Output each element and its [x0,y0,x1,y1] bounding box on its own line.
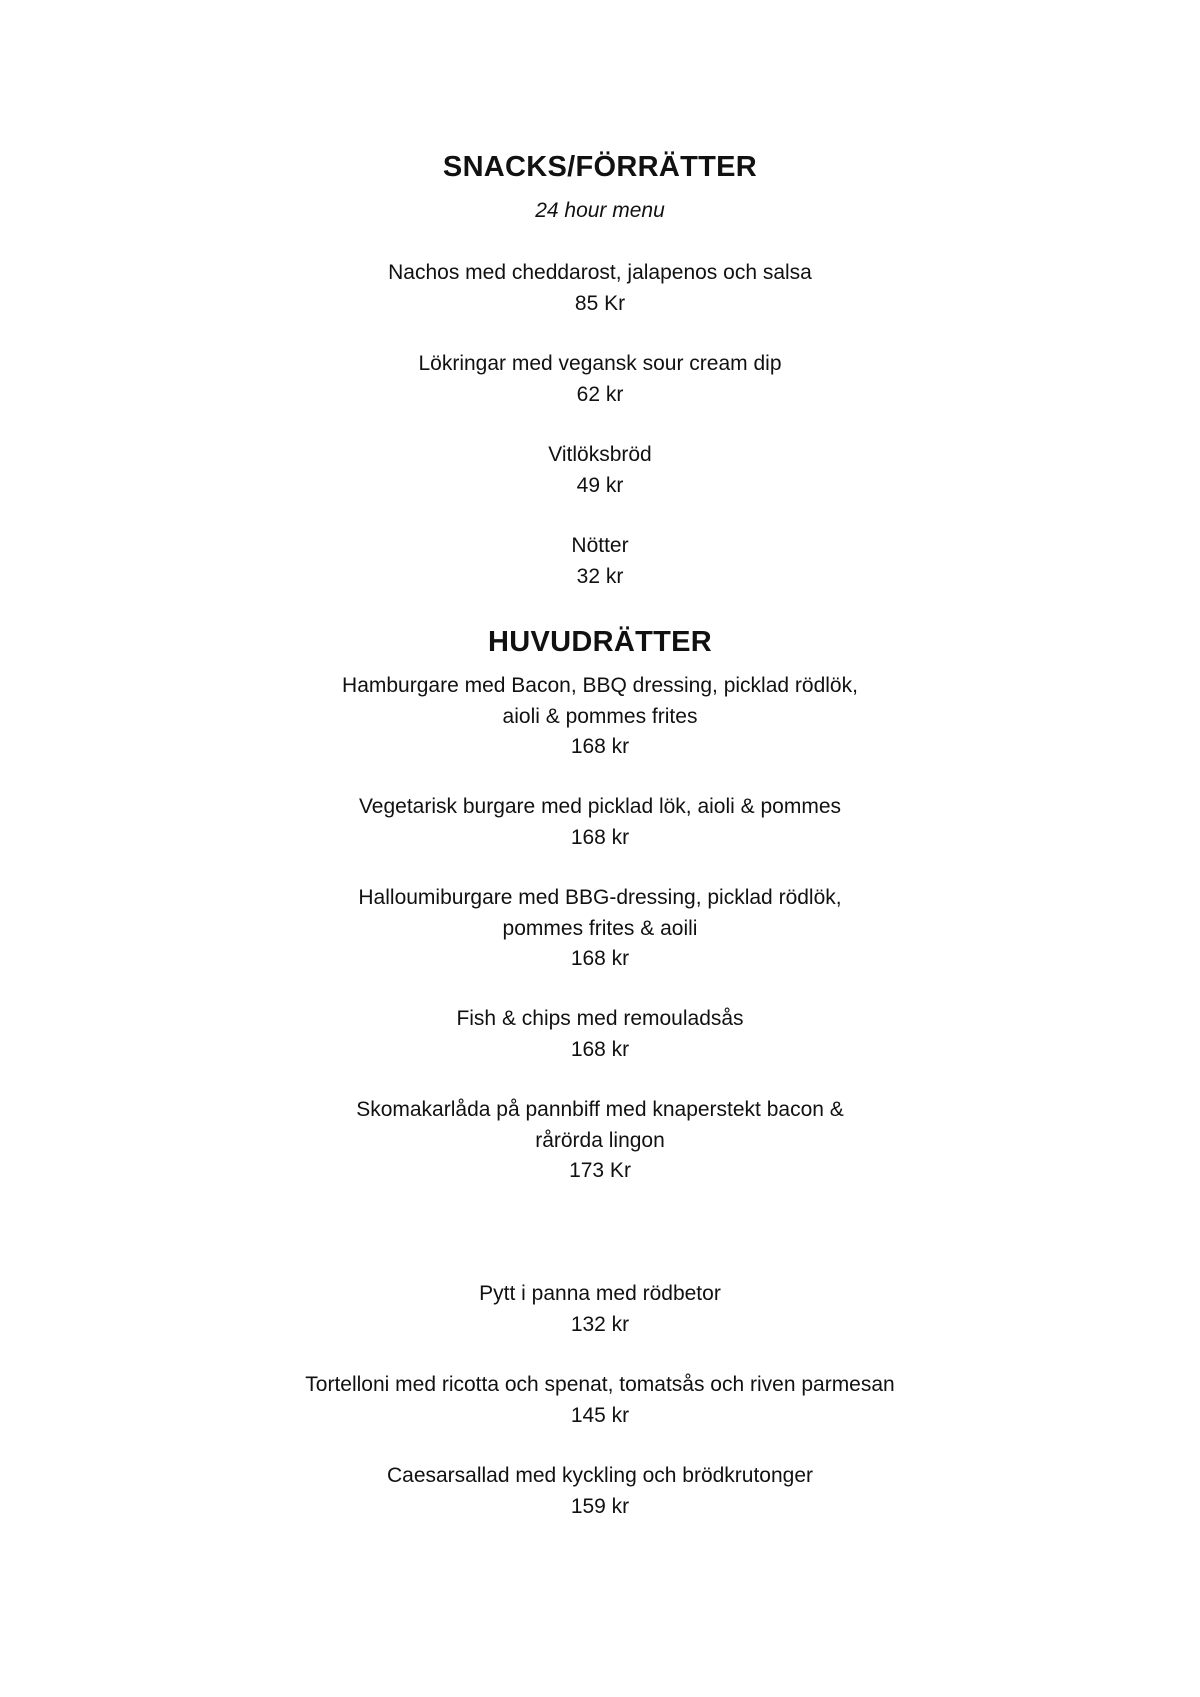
menu-item-price: 32 kr [576,564,624,588]
menu-item-notter [0,531,1200,592]
menu-item-price: 85 Kr [574,291,626,315]
menu-item-caesarsallad [0,1461,1200,1522]
menu-item-name-line-2: pommes frites & aoili [502,916,698,940]
menu-item-name: Tortelloni med ricotta och spenat, tomatsås och riven parmesan [305,1373,895,1396]
menu-item-nachos [0,258,1200,319]
menu-item-price: 168 kr [570,1037,630,1061]
menu-item-tortelloni [0,1370,1200,1431]
menu-item-name-line-1: Hamburgare med Bacon, BBQ dressing, picklad rödlök, [342,674,858,697]
menu-item-name: Nachos med cheddarost, jalapenos och salsa [388,261,812,284]
menu-item-halloumiburgare [0,883,1200,975]
menu-item-hamburgare [0,671,1200,763]
menu-item-price: 62 kr [576,382,624,406]
menu-item-skomakarlada [0,1095,1200,1187]
menu-item-fish-chips [0,1004,1200,1065]
menu-item-pytt-i-panna [0,1279,1200,1340]
menu-item-name-line-1: Halloumiburgare med BBG-dressing, picklad rödlök, [358,886,842,909]
section-title-snacks: SNACKS/FÖRRÄTTER [442,151,758,183]
menu-item-name: Pytt i panna med rödbetor [479,1282,721,1305]
menu-item-name: Nötter [571,534,629,557]
menu-item-name-line-2: aioli & pommes frites [502,704,698,728]
menu-item-name: Lökringar med vegansk sour cream dip [418,352,782,375]
menu-item-name-line-2: rårörda lingon [535,1128,665,1152]
menu-item-name: Vegetarisk burgare med picklad lök, aioli & pommes [358,795,842,818]
menu-item-price: 168 kr [570,825,630,849]
menu-item-lokringar [0,349,1200,410]
menu-item-price: 159 kr [570,1494,630,1518]
menu-item-name: Caesarsallad med kyckling och brödkrutonger [386,1464,814,1487]
menu-item-vegetarisk-burgare [0,792,1200,853]
menu-item-price: 132 kr [570,1312,630,1336]
menu-item-name: Fish & chips med remouladsås [456,1007,744,1030]
menu-item-price: 168 kr [570,735,630,758]
menu-item-price: 173 Kr [569,1159,631,1182]
menu-item-price: 168 kr [570,947,630,970]
section-subtitle-snacks: 24 hour menu [535,199,665,222]
menu-item-name-line-1: Skomakarlåda på pannbiff med knaperstekt bacon & [356,1098,844,1121]
section-title-mains: HUVUDRÄTTER [487,626,712,658]
menu-item-price: 145 kr [570,1403,630,1427]
menu-item-vitloksbrod [0,440,1200,501]
menu-item-price: 49 kr [576,473,624,497]
menu-item-name: Vitlöksbröd [548,443,652,466]
